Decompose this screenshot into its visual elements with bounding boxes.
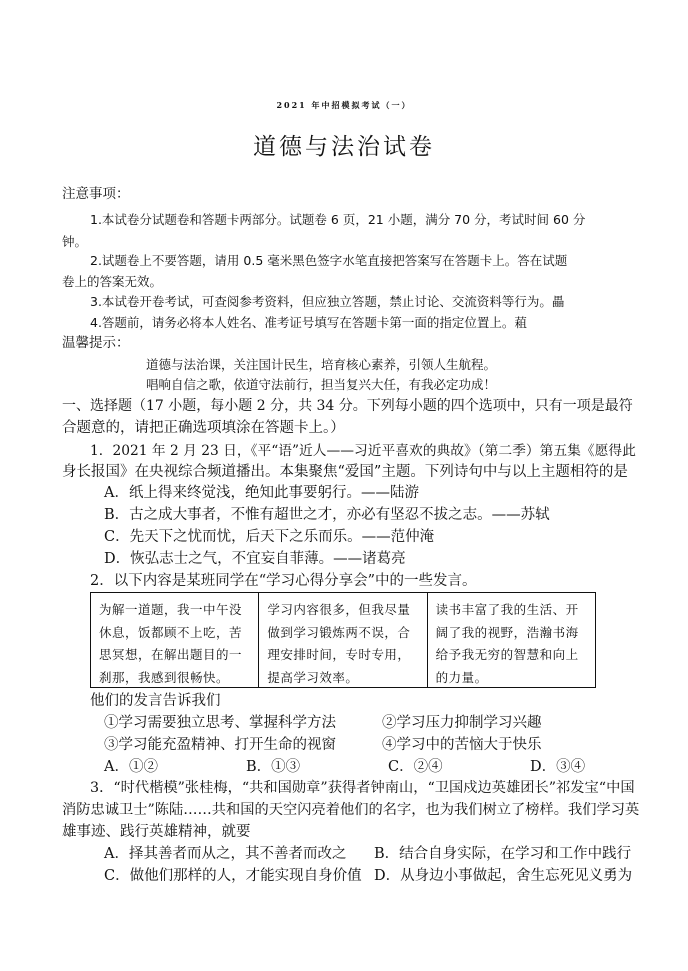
section-heading: 一、选择题（17 小题，每小题 2 分，共 34 分。下列每小题的四个选项中，只有一项是最符 [62,398,633,414]
option-b: B．①③ [246,759,301,775]
note-line: 钟。 [62,234,88,249]
note-line: 2.试题卷上不要答题，请用 0.5 毫米黑色签字水笔直接把答案写在答题卡上。答在试题 [90,253,568,268]
note-line: 1.本试卷分试题卷和答题卡两部分。试题卷 6 页，21 小题，满分 70 分，考试时间 60 分 [90,212,586,227]
question-stem: 身长报国》在央视综合频道播出。本集聚焦“爱国”主题。下列诗句中与以上主题相符的是 [62,464,628,480]
option-d: D．恢弘志士之气，不宜妄自菲薄。——诸葛亮 [104,551,406,567]
option-a: A．择其善者而从之，其不善者而改之 [104,846,347,862]
option-c: C．做他们那样的人，才能实现自身价值 [104,868,362,884]
option-a: A．纸上得来终觉浅，绝知此事要躬行。——陆游 [104,485,419,501]
statement: ④学习中的苦恼大于快乐 [382,737,542,753]
option-b: B．古之成大事者，不惟有超世之才，亦必有坚忍不拔之志。——苏轼 [104,507,550,523]
statement: ③学习能充盈精神、打开生命的视窗 [104,737,336,753]
question-stem: 雄事迹、践行英雄精神，就要 [62,824,251,840]
notes-heading: 注意事项： [62,186,130,202]
quote-table [90,592,596,688]
quote-box: 学习内容很多，但我尽量做到学习锻炼两不误，合理安排时间，专时专用，提高学习效率。 [259,593,427,687]
tips-heading: 温馨提示： [62,335,130,351]
question-stem: 2．以下内容是某班同学在“学习心得分享会”中的一些发言。 [90,573,477,589]
note-line: 卷上的答案无效。 [62,274,163,289]
tip-line: 唱响自信之歌，依道守法前行，担当复兴大任，有我必定功成！ [146,377,497,392]
subject-title: 道德与法治试卷 [253,134,435,160]
question-stem: 1．2021 年 2 月 23 日，《平“语”近人——习近平喜欢的典故》（第二季）第五集《愿得此 [90,443,636,459]
quote-box: 读书丰富了我的生活、开阔了我的视野，浩瀚书海给予我无穷的智慧和向上的力量。 [435,602,579,685]
option-b: B．结合自身实际，在学习和工作中践行 [374,846,632,862]
exam-heading: 2021 年中招模拟考试（一） [276,100,412,110]
option-a: A．①② [104,759,158,775]
question-prompt: 他们的发言告诉我们 [90,693,221,709]
statement: ②学习压力抑制学习兴趣 [382,715,542,731]
question-stem: 消防忠诚卫士”陈陆……共和国的天空闪亮着他们的名字，也为我们树立了榜样。我们学习英 [62,802,640,818]
option-d: D．③④ [530,759,586,775]
question-stem: 3．“时代楷模”张桂梅，“共和国勋章”获得者钟南山，“卫国戍边英雄团长”祁发宝“中国 [90,780,635,796]
section-heading: 合题意的，请把正确选项填涂在答题卡上。） [62,420,345,436]
option-d: D．从身边小事做起，舍生忘死见义勇为 [374,868,633,884]
quote-box: 为解一道题，我一中午没休息，饭都顾不上吃，苦思冥想，在解出题目的一刹那，我感到很畅快。 [91,593,259,687]
option-c: C．先天下之忧而忧，后天下之乐而乐。——范仲淹 [104,529,435,545]
option-c: C．②④ [388,759,443,775]
tip-line: 道德与法治课，关注国计民生，培育核心素养，引领人生航程。 [146,357,497,372]
note-line: 3.本试卷开卷考试，可查阅参考资料，但应独立答题，禁止讨论、交流资料等行为。畾 [90,294,565,309]
note-line: 4.答题前，请务必将本人姓名、准考证号填写在答题卡第一面的指定位置上。蒩 [90,315,527,330]
statement: ①学习需要独立思考、掌握科学方法 [104,715,336,731]
